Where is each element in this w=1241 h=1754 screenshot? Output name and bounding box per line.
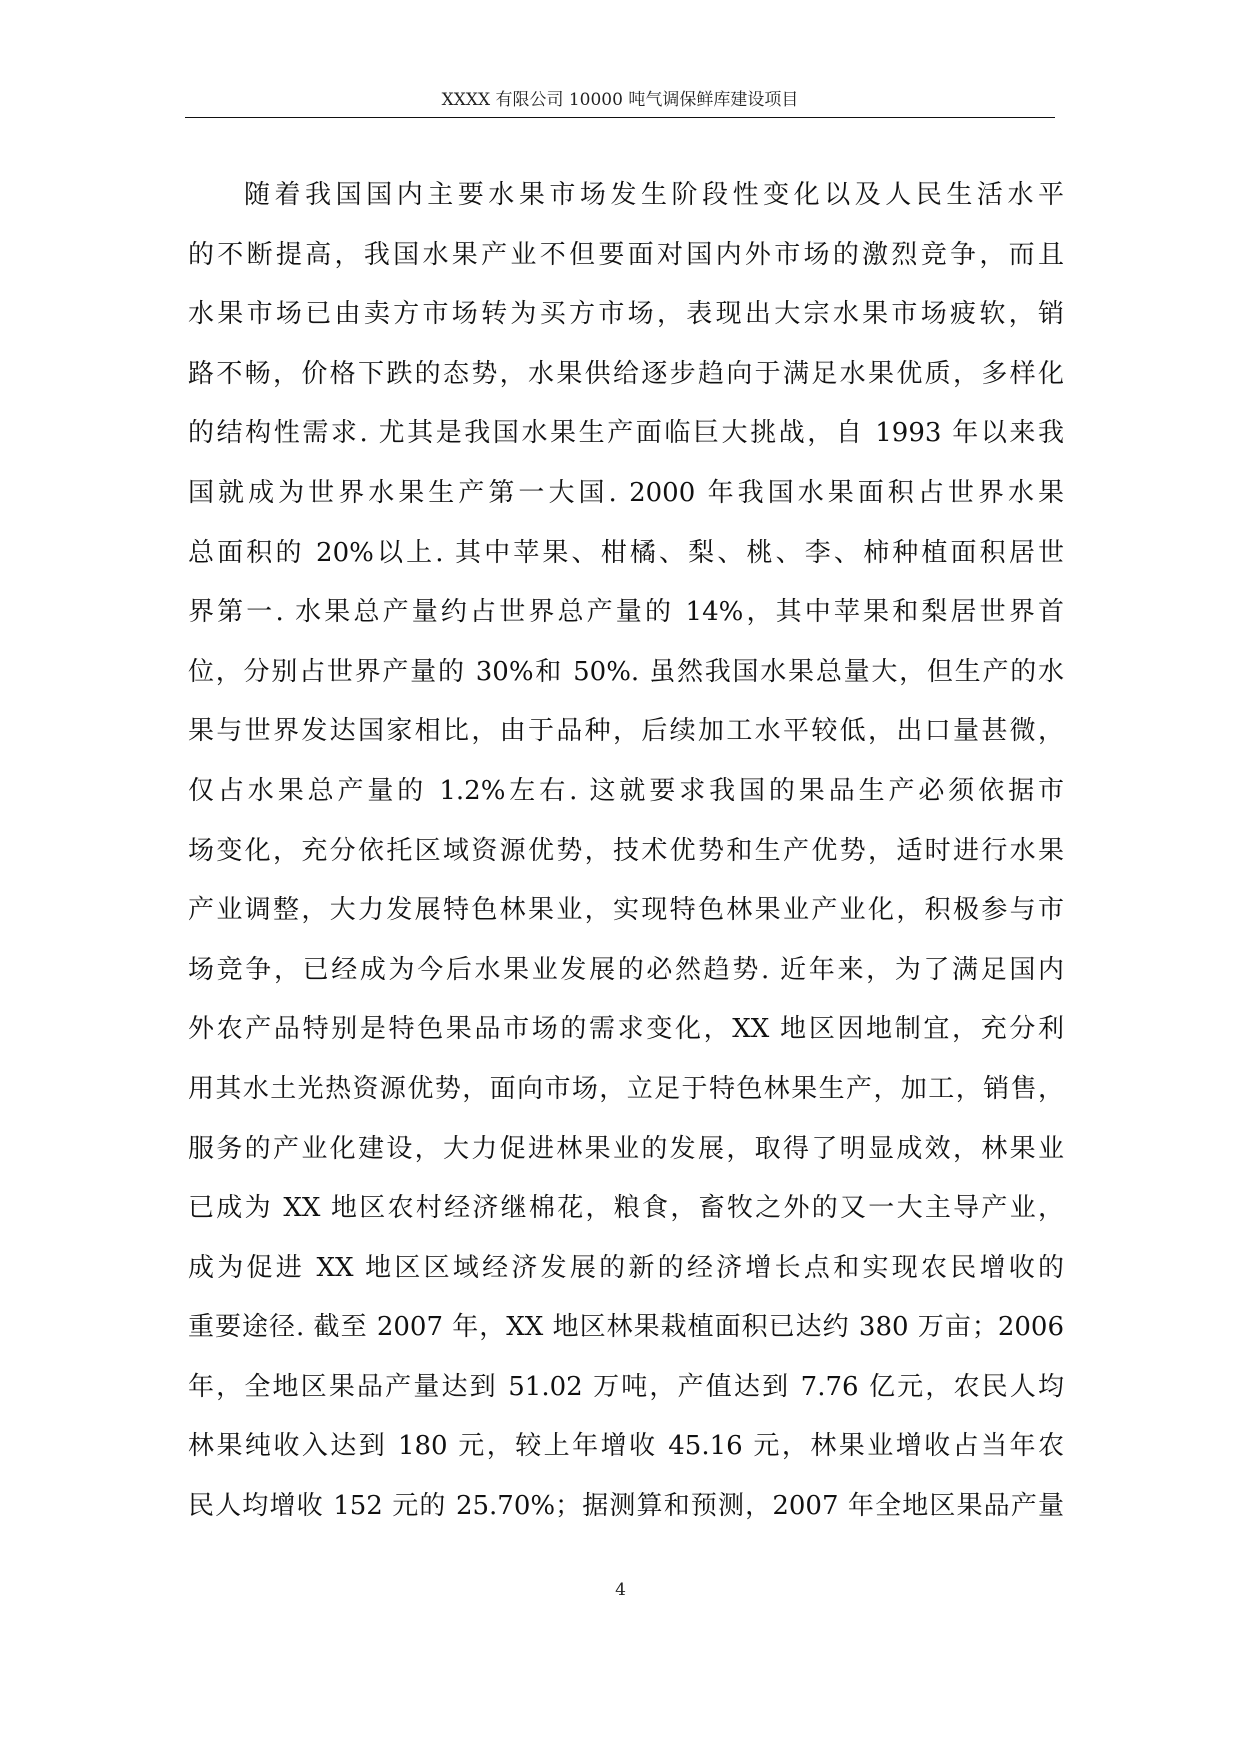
- paragraph-line: 的结构性需求. 尤其是我国水果生产面临巨大挑战，自 1993 年以来我: [188, 418, 1064, 449]
- paragraph-line: 外农产品特别是特色果品市场的需求变化，XX 地区因地制宜，充分利: [188, 1014, 1064, 1045]
- paragraph-line: 国就成为世界水果生产第一大国. 2000 年我国水果面积占世界水果: [188, 477, 1064, 508]
- paragraph-line: 界第一. 水果总产量约占世界总产量的 14%，其中苹果和梨居世界首: [188, 597, 1064, 628]
- paragraph-line: 已成为 XX 地区农村经济继棉花，粮食，畜牧之外的又一大主导产业，: [188, 1193, 1064, 1224]
- paragraph-line: 用其水土光热资源优势，面向市场，立足于特色林果生产，加工，销售，: [188, 1073, 1064, 1104]
- paragraph-line: 场竞争，已经成为今后水果业发展的必然趋势. 近年来，为了满足国内: [188, 954, 1064, 985]
- paragraph-line: 果与世界发达国家相比，由于品种，后续加工水平较低，出口量甚微，: [188, 716, 1064, 747]
- paragraph-line: 成为促进 XX 地区区域经济发展的新的经济增长点和实现农民增收的: [188, 1252, 1064, 1283]
- paragraph-line: 总面积的 20%以上. 其中苹果、柑橘、梨、桃、李、柿种植面积居世: [188, 537, 1064, 568]
- running-header: XXXX 有限公司 10000 吨气调保鲜库建设项目: [441, 90, 799, 110]
- paragraph-line: 随着我国国内主要水果市场发生阶段性变化以及人民生活水平: [244, 180, 1064, 210]
- paragraph-line: 产业调整，大力发展特色林果业，实现特色林果业产业化，积极参与市: [188, 895, 1064, 926]
- paragraph-line: 场变化，充分依托区域资源优势，技术优势和生产优势，适时进行水果: [188, 835, 1064, 866]
- paragraph-line: 年，全地区果品产量达到 51.02 万吨，产值达到 7.76 亿元，农民人均: [188, 1371, 1064, 1402]
- paragraph-line: 水果市场已由卖方市场转为买方市场，表现出大宗水果市场疲软，销: [188, 299, 1064, 330]
- paragraph-line: 服务的产业化建设，大力促进林果业的发展，取得了明显成效，林果业: [188, 1133, 1064, 1164]
- paragraph-line: 路不畅，价格下跌的态势，水果供给逐步趋向于满足水果优质，多样化: [188, 358, 1064, 389]
- paragraph-line: 民人均增收 152 元的 25.70%；据测算和预测，2007 年全地区果品产量: [188, 1491, 1064, 1522]
- body-paragraph: [188, 166, 1064, 1537]
- paragraph-line: 的不断提高，我国水果产业不但要面对国内外市场的激烈竞争，而且: [188, 239, 1064, 270]
- header-rule: [185, 117, 1055, 118]
- paragraph-line: 林果纯收入达到 180 元，较上年增收 45.16 元，林果业增收占当年农: [188, 1431, 1064, 1462]
- paragraph-line: 仅占水果总产量的 1.2%左右. 这就要求我国的果品生产必须依据市: [188, 775, 1064, 806]
- page-number: 4: [615, 1580, 626, 1600]
- paragraph-line: 位，分别占世界产量的 30%和 50%. 虽然我国水果总量大，但生产的水: [188, 656, 1064, 687]
- paragraph-line: 重要途径. 截至 2007 年，XX 地区林果栽植面积已达约 380 万亩；2006: [188, 1312, 1064, 1343]
